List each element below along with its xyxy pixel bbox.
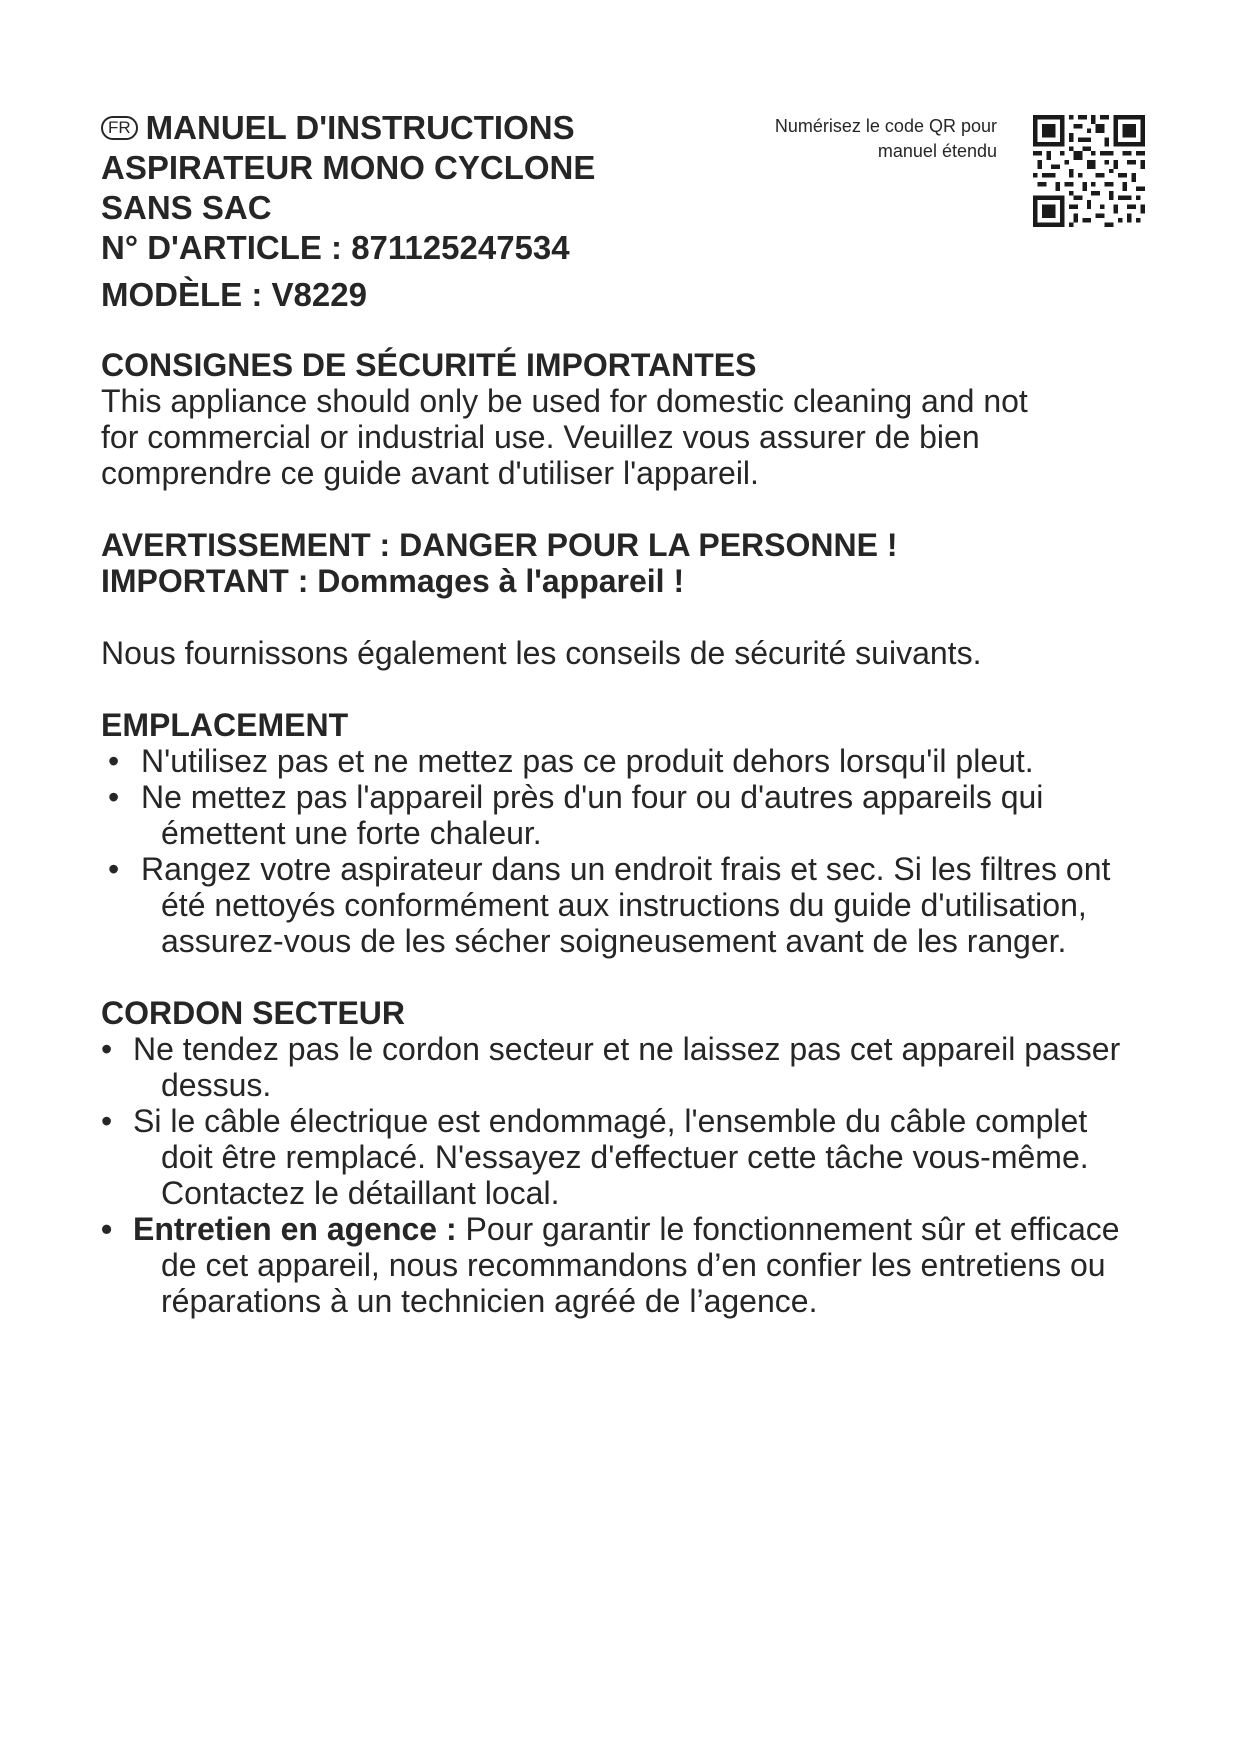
qr-code-icon[interactable] <box>1033 115 1145 227</box>
product-name-line-2: SANS SAC <box>101 189 272 226</box>
product-name-line-1: ASPIRATEUR MONO CYCLONE <box>101 149 596 186</box>
list-item: • N'utilisez pas et ne mettez pas ce produit dehors lorsqu'il pleut. <box>101 743 1141 779</box>
manual-title: MANUEL D'INSTRUCTIONS <box>145 109 575 146</box>
list-item: • Ne tendez pas le cordon secteur et ne laissez pas cet appareil passer dessus. <box>101 1031 1141 1103</box>
list-item: • Si le câble électrique est endommagé, l'ensemble du câble complet doit être remplacé. N'essayez d'effectuer cette tâche vous-même. Contactez le détaillant local. <box>101 1103 1141 1211</box>
warning-important: IMPORTANT : Dommages à l'appareil ! <box>101 563 685 599</box>
safety-text-line-1: This appliance should only be used for domestic cleaning and not <box>101 383 1028 419</box>
spacer <box>101 671 1141 707</box>
intro-text: Nous fournissons également les conseils de sécurité suivants. <box>101 635 982 671</box>
qr-caption-line-2: manuel étendu <box>877 141 997 161</box>
safety-text-line-3: comprendre ce guide avant d'utiliser l'appareil. <box>101 455 759 491</box>
language-badge: FR <box>101 116 138 140</box>
cordon-list <box>101 1031 1141 1319</box>
spacer <box>101 599 1141 635</box>
entretien-text: Pour garantir le fonctionnement sûr et efficace de cet appareil, nous recommandons d’en confier les entretiens ou réparations à un technicien agréé de l’agence. <box>161 1211 1120 1319</box>
list-item: • Rangez votre aspirateur dans un endroit frais et sec. Si les filtres ont été nettoyés conformément aux instructions du guide d'utilisation, assurez-vous de les sécher soigneusement avant de les ranger. <box>101 851 1141 959</box>
article-number: N° D'ARTICLE : 871125247534 <box>101 229 570 266</box>
spacer <box>101 491 1141 527</box>
emplacement-title: EMPLACEMENT <box>101 707 349 743</box>
list-item: • Ne mettez pas l'appareil près d'un four ou d'autres appareils qui émettent une forte chaleur. <box>101 779 1141 851</box>
list-item-entretien <box>101 1211 1141 1319</box>
warning-danger: AVERTISSEMENT : DANGER POUR LA PERSONNE ! <box>101 527 898 563</box>
qr-code-graphic <box>1033 115 1145 227</box>
emplacement-list <box>101 743 1141 959</box>
qr-caption-line-1: Numérisez le code QR pour <box>774 116 997 136</box>
safety-text <box>101 383 1141 491</box>
safety-text-line-2: for commercial or industrial use. Veuillez vous assurer de bien <box>101 419 980 455</box>
spacer <box>101 959 1141 995</box>
title-line-1 <box>101 108 741 148</box>
cordon-title: CORDON SECTEUR <box>101 995 406 1031</box>
manual-body <box>101 347 1141 1319</box>
safety-title: CONSIGNES DE SÉCURITÉ IMPORTANTES <box>101 347 757 383</box>
document-header <box>101 108 741 315</box>
entretien-lead: Entretien en agence : <box>133 1211 457 1247</box>
qr-caption <box>740 114 997 164</box>
model-number: MODÈLE : V8229 <box>101 276 367 313</box>
